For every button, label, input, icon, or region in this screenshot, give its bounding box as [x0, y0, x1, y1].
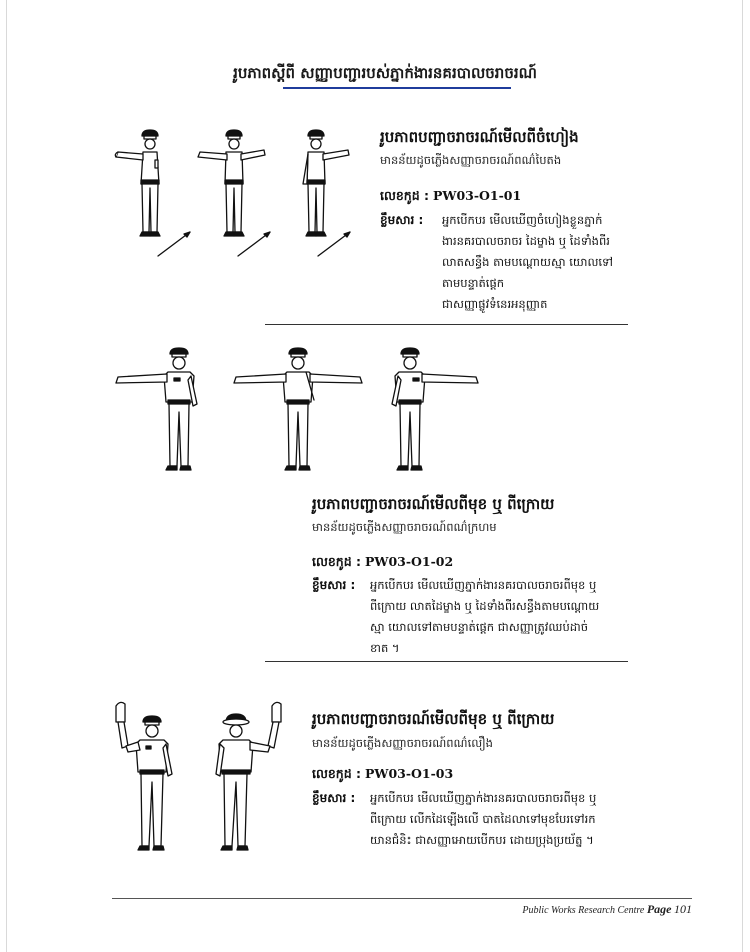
section-2-meaning-label: ខ្លឹមសារ :	[312, 578, 356, 592]
section-2-meaning-line: ខាត ។	[370, 641, 400, 655]
section-2-code-line	[312, 554, 453, 573]
section-1-meaning-line: ជាសញ្ញាផ្លូវទំនេរអនុញ្ញាត	[442, 297, 548, 311]
section-3-meaning-line: យានជំនិះ ជាសញ្ញាអោយបើកបរ ដោយប្រុងប្រយ័ត្ន ។	[370, 833, 594, 847]
section-2-meaning	[370, 575, 638, 659]
officer-raised-arm-front-figure	[110, 700, 190, 862]
section-3-heading: រូបភាពបញ្ជាចរាចរណ៍មើលពីមុខ ឬ ពីក្រោយ	[312, 710, 555, 728]
page-footer	[470, 902, 692, 917]
section-1-code-line	[380, 188, 521, 207]
section-3-meaning	[370, 788, 638, 851]
section-2-meaning-line: ពីក្រោយ លាតដៃម្ខាង ឬ ដៃទាំងពីរសន្ធឹងតាមបណ្តោយ	[370, 599, 600, 613]
officer-front-left-arm-figure	[112, 342, 212, 477]
title-underline	[283, 87, 511, 89]
section-1-meaning-line: លាតសន្ធឹង តាមបណ្តោយស្មា យោលទៅ	[442, 255, 613, 269]
footer-source: Public Works Research Centre	[522, 905, 645, 916]
officer-raised-arm-back-figure	[212, 700, 292, 862]
section-3-meaning-line: អ្នកបើកបរ មើលឃើញភ្នាក់ងារនគរបាលចរាចរពីមុខ ឬ	[370, 791, 597, 805]
section-2-divider	[265, 661, 628, 662]
section-3-code-label: លេខកូដ :	[312, 766, 362, 781]
section-1-meaning	[442, 210, 658, 315]
section-3-code-line	[312, 766, 453, 785]
section-3-code: PW03-O1-03	[365, 766, 454, 781]
section-1-meaning-line: ងារនគរបាលចរាចរ ដៃម្ខាង ឬ ដៃទាំងពីរ	[442, 234, 610, 248]
section-1-divider	[265, 324, 628, 325]
section-2-meaning-line: ស្មា យោលទៅតាមបន្ទាត់ផ្តេក ជាសញ្ញាត្រូវឈប់ដាច់	[370, 620, 588, 634]
section-1-meaning-line: តាមបន្ទាត់ផ្តេក	[442, 276, 505, 290]
page-border-right	[742, 0, 743, 952]
section-2-code: PW03-O1-02	[365, 554, 454, 569]
officer-side-view-figure-2	[190, 124, 270, 264]
section-2-heading: រូបភាពបញ្ជាចរាចរណ៍មើលពីមុខ ឬ ពីក្រោយ	[312, 495, 555, 513]
section-1-meaning-line: អ្នកបើកបរ មើលឃើញចំហៀងខ្លួនភ្នាក់	[442, 213, 603, 227]
section-2-subtitle: មានន័យដូចភ្លើងសញ្ញាចរាចរណ៍ពណ៌ក្រហម	[312, 520, 497, 534]
section-2-meaning-line: អ្នកបើកបរ មើលឃើញភ្នាក់ងារនគរបាលចរាចរពីមុខ ឬ	[370, 578, 597, 592]
section-3-meaning-label: ខ្លឹមសារ :	[312, 791, 356, 805]
officer-side-view-figure-3	[272, 124, 352, 264]
officer-front-both-arms-figure	[232, 342, 364, 477]
section-1-heading: រូបភាពបញ្ជាចរាចរណ៍មើលពីចំហៀង	[380, 128, 579, 146]
section-1-subtitle: មានន័យដូចភ្លើងសញ្ញាចរាចរណ៍ពណ៌បៃតង	[380, 153, 562, 167]
page-title: រូបភាពស្តីពី សញ្ញាបញ្ជារបស់ភ្នាក់ងារនគរបាលចរាចរណ៍	[233, 64, 537, 82]
page-border-left	[6, 0, 7, 952]
footer-page-number: 101	[674, 902, 692, 916]
section-3-subtitle: មានន័យដូចភ្លើងសញ្ញាចរាចរណ៍ពណ៌លឿង	[312, 736, 493, 750]
officer-front-right-arm-figure	[382, 342, 482, 477]
section-2-code-label: លេខកូដ :	[312, 554, 362, 569]
section-1-meaning-label: ខ្លឹមសារ :	[380, 213, 424, 227]
footer-page-label: Page	[646, 902, 672, 916]
officer-side-view-figure-1	[110, 124, 190, 264]
section-1-code: PW03-O1-01	[433, 188, 522, 203]
section-1-code-label: លេខកូដ :	[380, 188, 430, 203]
footer-rule	[112, 898, 692, 899]
section-3-meaning-line: ពីក្រោយ លើកដៃឡើងលើ បាតដៃលាទៅមុខបែរទៅរក	[370, 812, 596, 826]
